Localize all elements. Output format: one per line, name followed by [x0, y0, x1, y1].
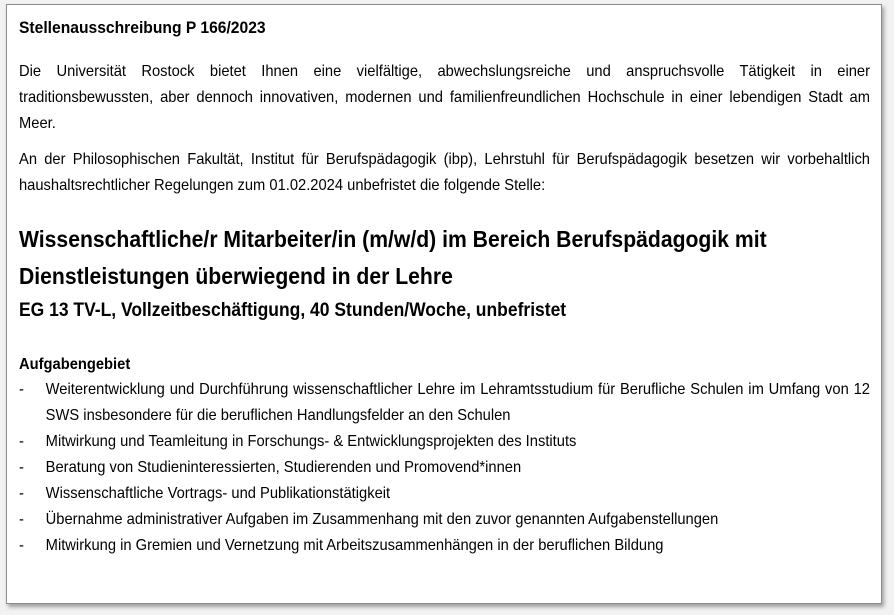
task-list — [19, 377, 870, 559]
job-terms: EG 13 TV-L, Vollzeitbeschäftigung, 40 Stunden/Woche, unbefristet — [19, 300, 567, 321]
document-frame — [6, 4, 882, 604]
dash-bullet: - — [19, 537, 24, 554]
task-item — [19, 533, 870, 559]
task-text: Wissenschaftliche Vortrags- und Publikationstätigkeit — [45, 485, 391, 502]
position-context-paragraph: An der Philosophischen Fakultät, Institut für Berufspädagogik (ibp), Lehrstuhl für Berufspädagogik besetzen wir vorbehaltlich haushaltsrechtlicher Regelungen zum 01.02.2024 unbefristet die folgende Stelle: — [19, 151, 870, 194]
dash-bullet: - — [19, 381, 24, 398]
task-text: Weiterentwicklung und Durchführung wissenschaftlicher Lehre im Lehramtsstudium für Berufliche Schulen im Umfang von 12 SWS insbesondere für die beruflichen Handlungsfelder an den Schulen — [45, 381, 871, 424]
document-content — [19, 17, 870, 559]
task-text: Übernahme administrativer Aufgaben im Zusammenhang mit den zuvor genannten Aufgabenstellungen — [45, 511, 719, 528]
dash-bullet: - — [19, 459, 24, 476]
task-text: Mitwirkung und Teamleitung in Forschungs- & Entwicklungsprojekten des Instituts — [45, 433, 577, 450]
dash-bullet: - — [19, 433, 24, 450]
task-text: Beratung von Studieninteressierten, Studierenden und Promovend*innen — [45, 459, 522, 476]
reference-heading: Stellenausschreibung P 166/2023 — [19, 18, 266, 37]
tasks-heading: Aufgabengebiet — [19, 356, 131, 373]
task-item — [19, 481, 870, 507]
task-item — [19, 507, 870, 533]
intro-paragraph: Die Universität Rostock bietet Ihnen eine vielfältige, abwechslungsreiche und anspruchsvolle Tätigkeit in einer traditionsbewussten, aber dennoch innovativen, modernen und familienfreundlichen Hochschule in einer lebendigen Stadt am Meer. — [19, 63, 870, 132]
task-text: Mitwirkung in Gremien und Vernetzung mit Arbeitszusammenhängen in der beruflichen Bildung — [45, 537, 664, 554]
task-item — [19, 377, 870, 429]
dash-bullet: - — [19, 511, 24, 528]
job-title: Wissenschaftliche/r Mitarbeiter/in (m/w/d) im Bereich Berufspädagogik mit Dienstleistungen überwiegend in der Lehre — [19, 226, 767, 289]
dash-bullet: - — [19, 485, 24, 502]
task-item — [19, 429, 870, 455]
task-item — [19, 455, 870, 481]
